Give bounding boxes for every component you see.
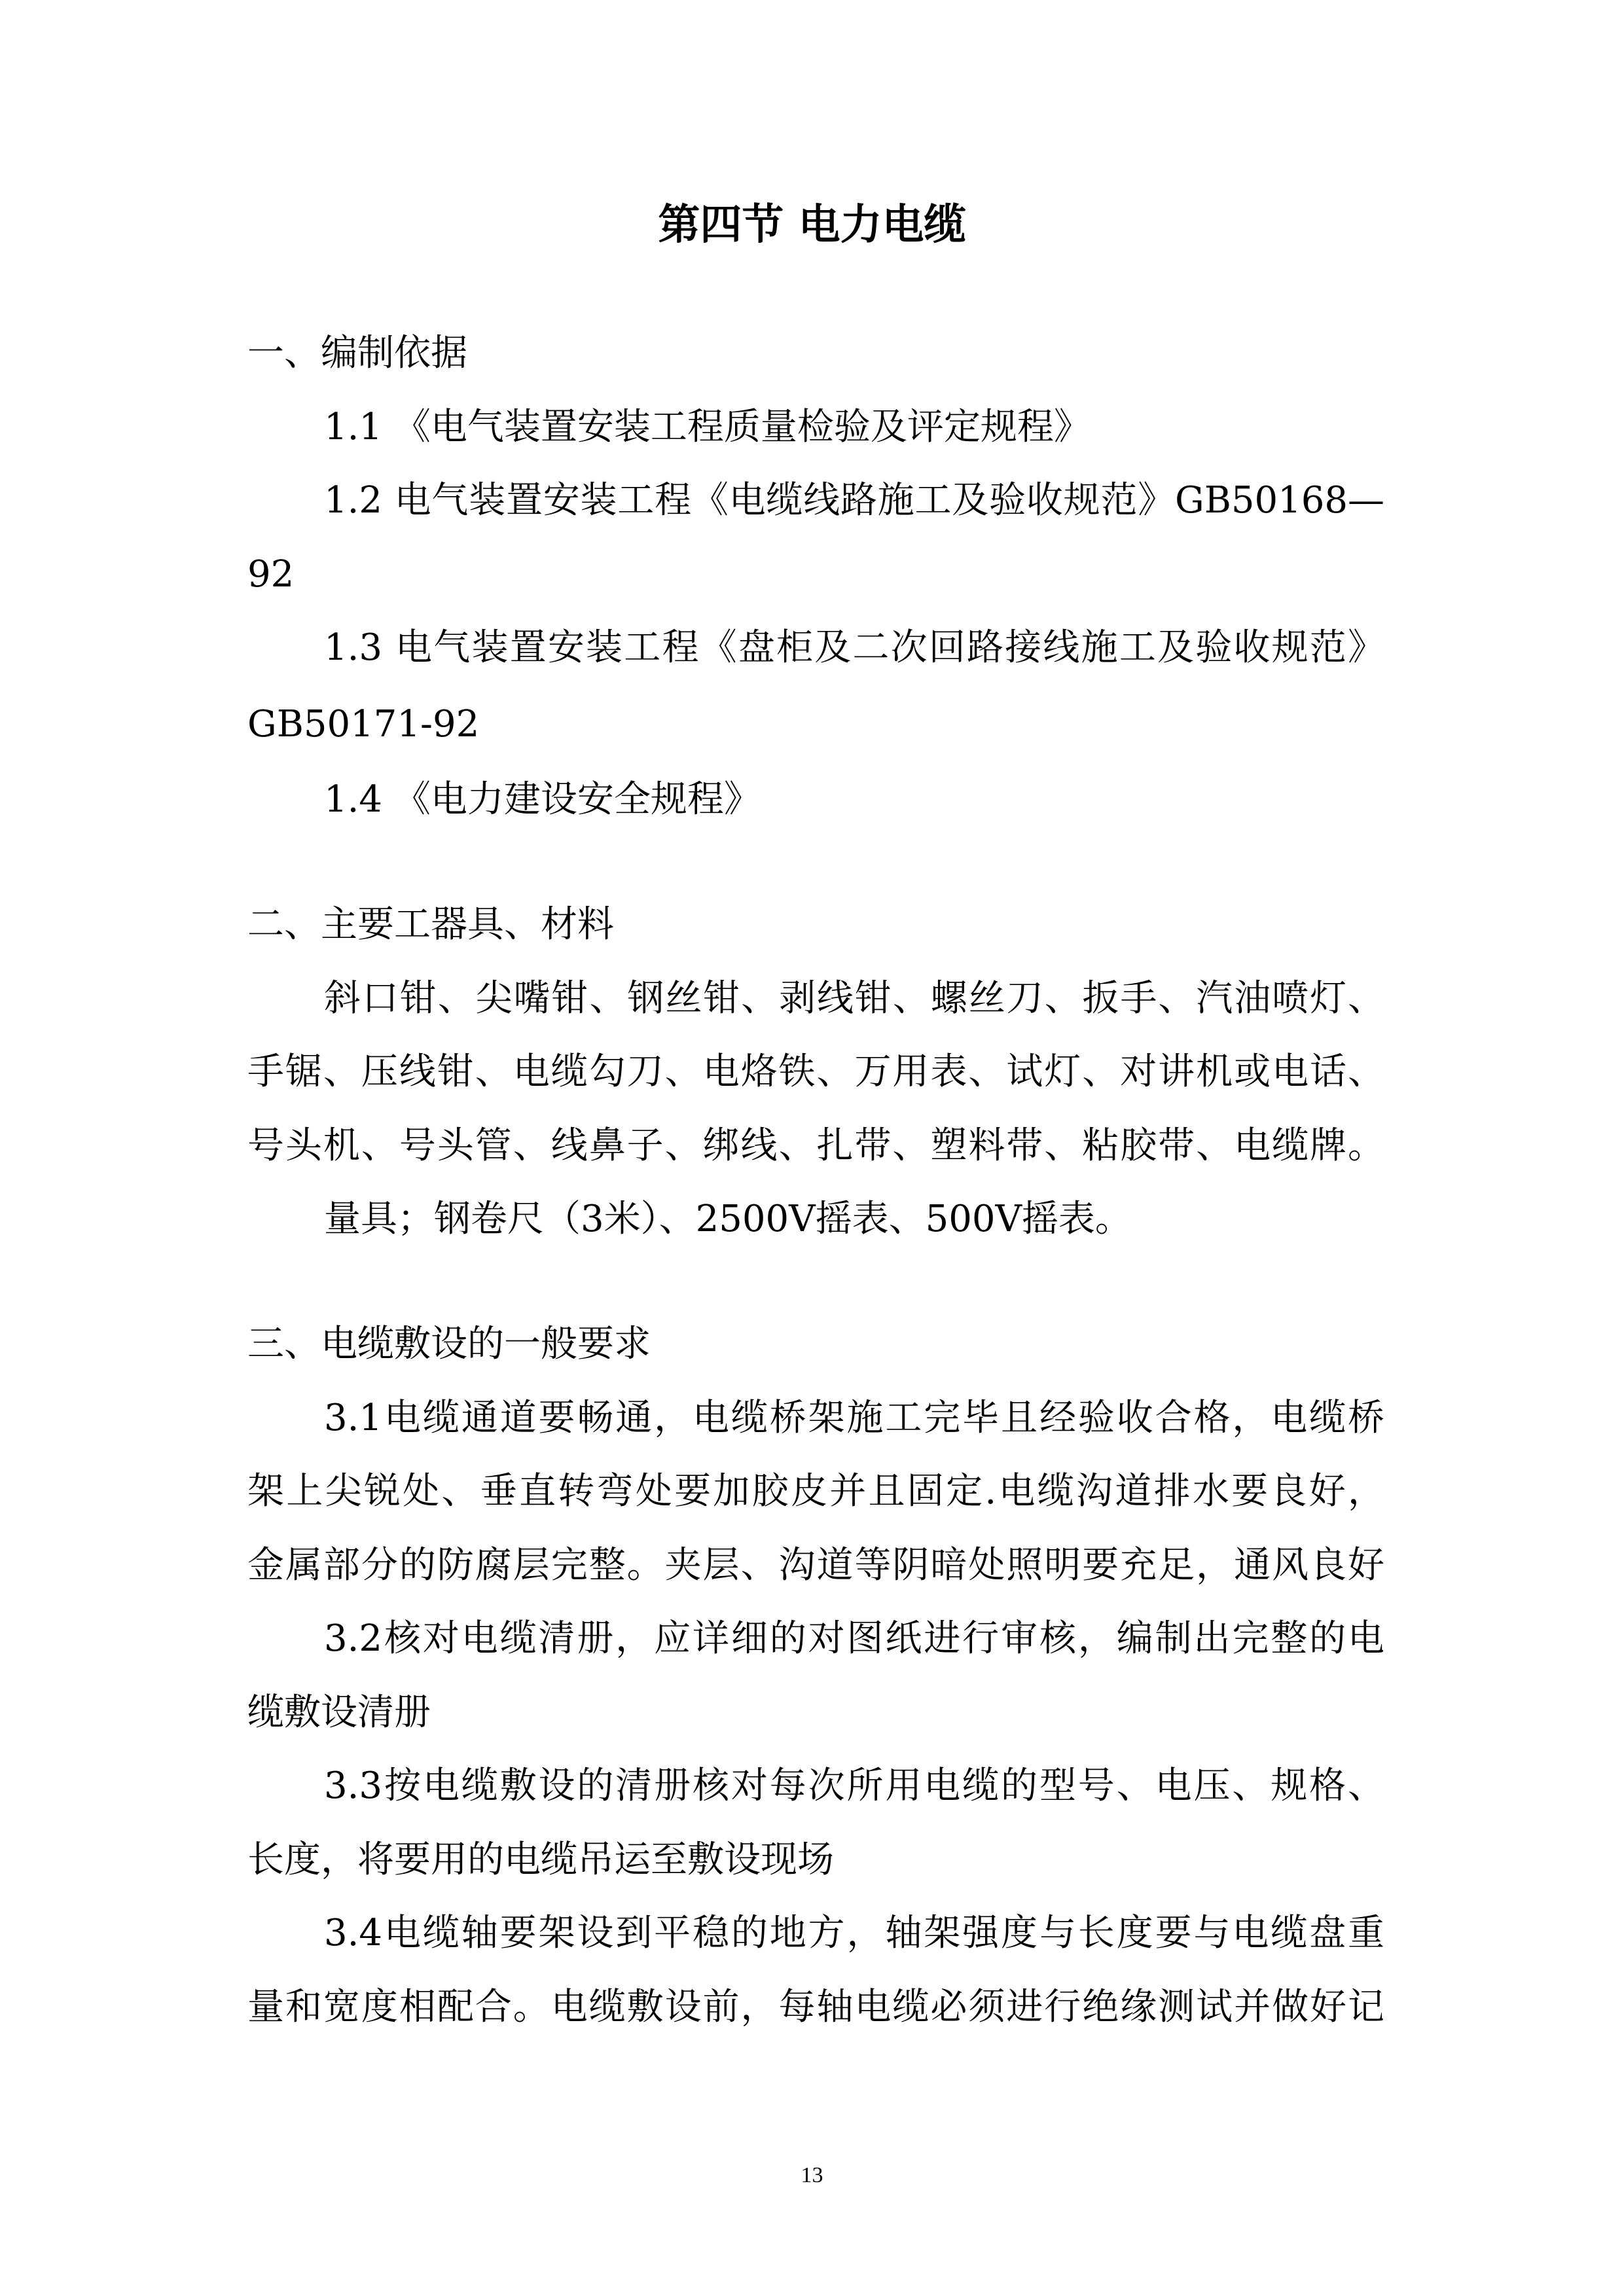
paragraph-line: 92 [247, 553, 295, 596]
paragraph-line: 1.3 电气装置安装工程《盘柜及二次回路接线施工及验收规范》 [324, 626, 1384, 669]
paragraph-line: 手锯、压线钳、电缆勾刀、电烙铁、万用表、试灯、对讲机或电话、 [247, 1050, 1384, 1093]
section-title: 第四节 电力电缆 [658, 201, 966, 249]
paragraph-line: 斜口钳、尖嘴钳、钢丝钳、剥线钳、螺丝刀、扳手、汽油喷灯、 [324, 977, 1384, 1020]
page-number: 13 [801, 2163, 823, 2187]
heading-basis: 一、编制依据 [247, 332, 467, 374]
paragraph-line: 架上尖锐处、垂直转弯处要加胶皮并且固定.电缆沟道排水要良好， [247, 1470, 1384, 1513]
paragraph-line: 金属部分的防腐层完整。夹层、沟道等阴暗处照明要充足，通风良好 [247, 1544, 1384, 1587]
heading-tools: 二、主要工器具、材料 [247, 903, 614, 946]
paragraph-line: 3.3按电缆敷设的清册核对每次所用电缆的型号、电压、规格、 [324, 1765, 1384, 1807]
paragraph-line: 3.1电缆通道要畅通，电缆桥架施工完毕且经验收合格，电缆桥 [324, 1397, 1384, 1439]
heading-requirements: 三、电缆敷设的一般要求 [247, 1323, 651, 1365]
paragraph-line: 长度，将要用的电缆吊运至敷设现场 [247, 1839, 834, 1881]
paragraph-line: 号头机、号头管、线鼻子、绑线、扎带、塑料带、粘胶带、电缆牌。 [247, 1124, 1384, 1167]
paragraph-line: 量具；钢卷尺（3米）、2500V摇表、500V摇表。 [324, 1198, 1132, 1240]
paragraph-line: 量和宽度相配合。电缆敷设前，每轴电缆必须进行绝缘测试并做好记 [247, 1986, 1384, 2028]
paragraph-line: 1.4 《电力建设安全规程》 [324, 778, 761, 821]
paragraph-line: 3.2核对电缆清册，应详细的对图纸进行审核，编制出完整的电 [324, 1617, 1384, 1660]
paragraph-line: 3.4电缆轴要架设到平稳的地方，轴架强度与长度要与电缆盘重 [324, 1912, 1384, 1954]
paragraph-line: 缆敷设清册 [247, 1691, 431, 1734]
paragraph-line: GB50171-92 [247, 703, 480, 745]
paragraph-line: 1.1 《电气装置安装工程质量检验及评定规程》 [324, 406, 1091, 448]
paragraph-line: 1.2 电气装置安装工程《电缆线路施工及验收规范》GB50168— [324, 479, 1384, 522]
